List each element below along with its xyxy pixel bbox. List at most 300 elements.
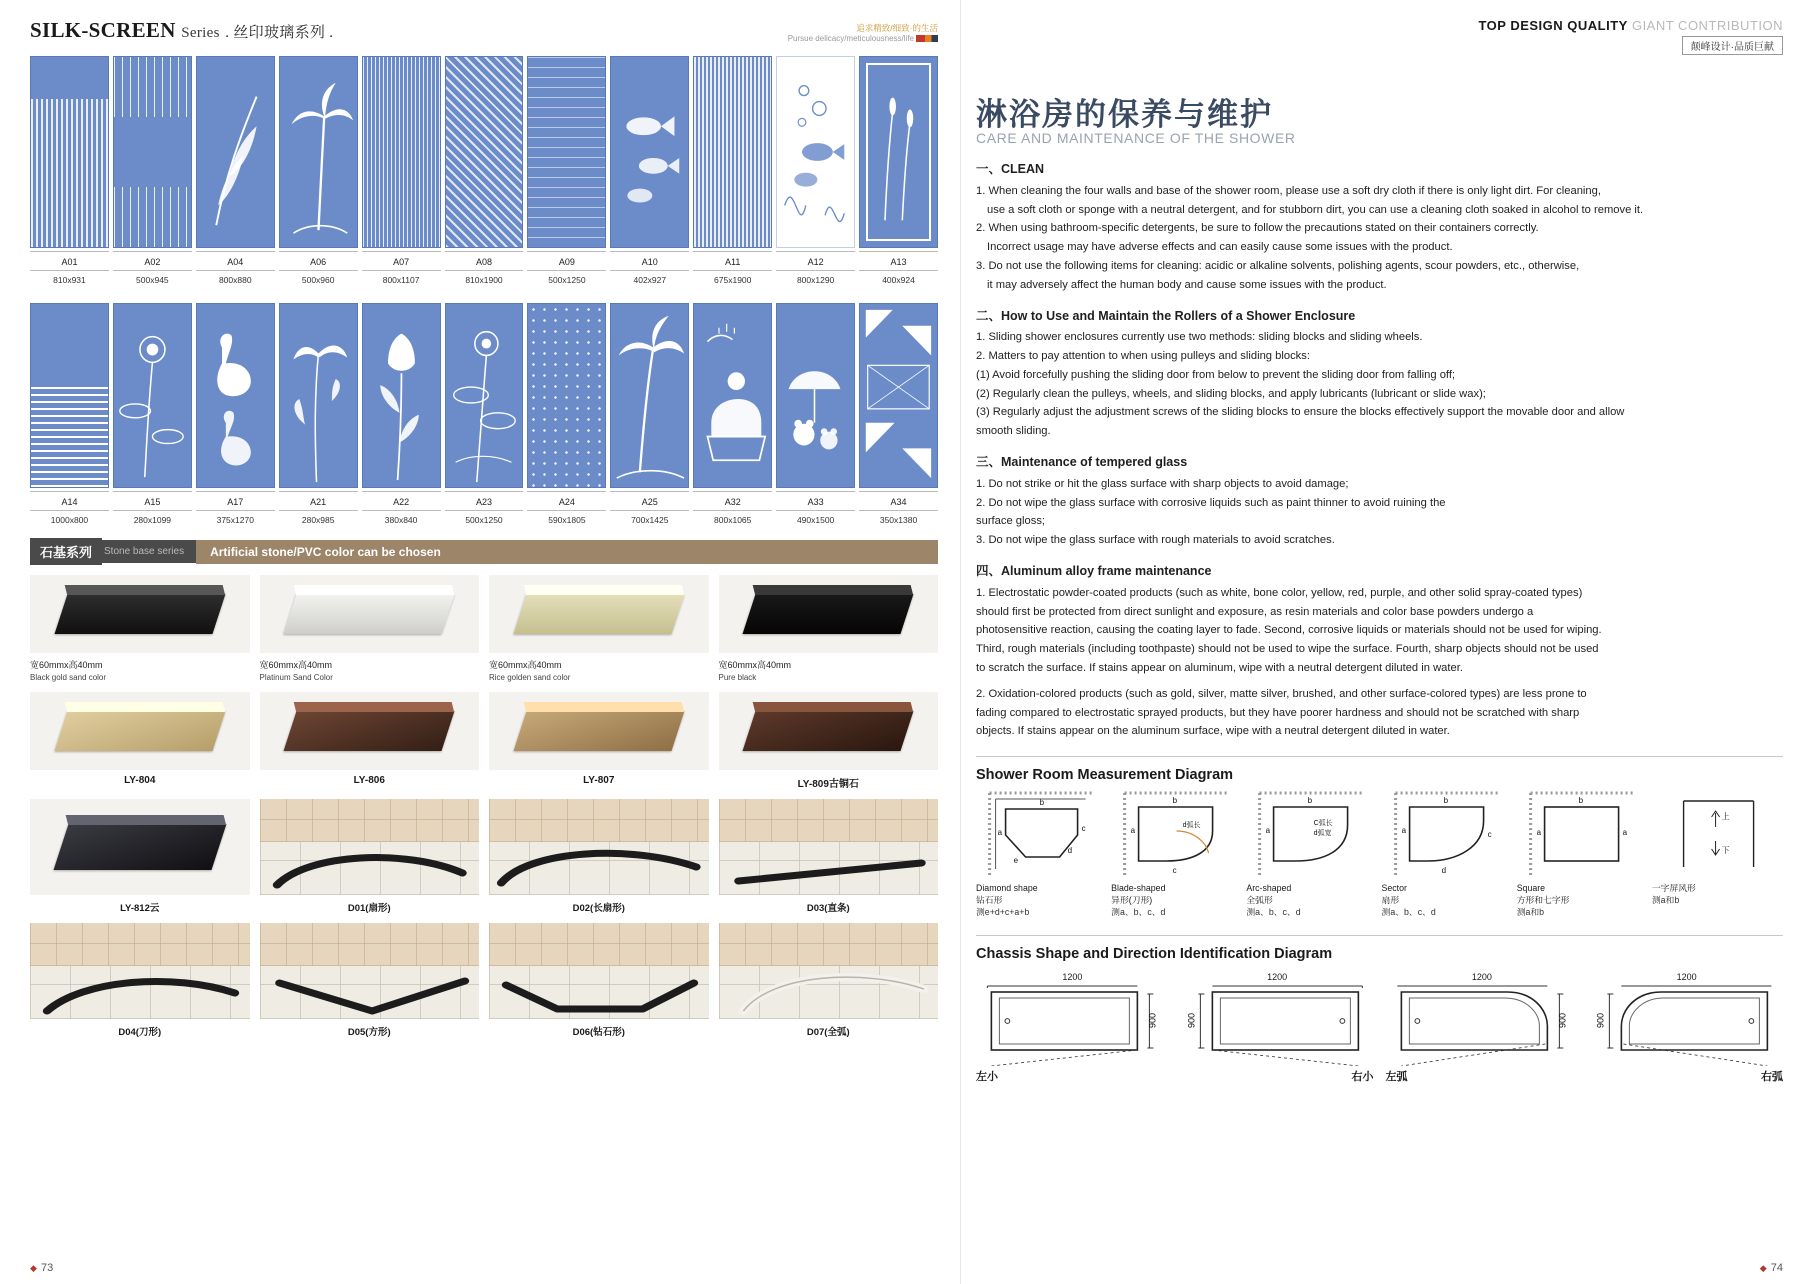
tray-name: D03(直条) (806, 902, 850, 914)
section-heading-rollers: 二、How to Use and Maintain the Rollers of a Shower Enclosure (976, 308, 1356, 323)
chassis-right-arc (1590, 972, 1783, 1084)
glass-code: A10 (641, 256, 658, 267)
svg-text:b: b (1172, 796, 1178, 806)
svg-text:a: a (1130, 826, 1136, 836)
glass-panel-a04 (196, 56, 275, 248)
care-line: photosensitive reaction, causing the coating layer to fade. Second, corrosive liquids or materials should not be used for wiping. (976, 624, 1602, 637)
care-line: 2. When using bathroom-specific detergents, be sure to follow the precautions stated on their containers correctly. (976, 222, 1539, 235)
svg-text:d: d (1441, 866, 1446, 876)
glass-size: 800x880 (218, 274, 252, 285)
tray-shape-arc (260, 799, 480, 895)
glass-size: 500x960 (301, 274, 335, 285)
svg-text:a: a (997, 828, 1003, 838)
glass-panel-row-2 (30, 303, 938, 525)
bubbles-fish-icon (777, 57, 854, 247)
tray-image (260, 923, 480, 1019)
shape-sector (1382, 791, 1513, 919)
shape-diagram-row (976, 791, 1783, 919)
bamboo-leaf-icon (197, 57, 274, 247)
stone-bar-3d (53, 824, 226, 870)
care-line: 1. Sliding shower enclosures currently use two methods: sliding blocks and sliding wheels. (976, 331, 1423, 344)
glass-size: 500x1250 (548, 274, 586, 285)
tray-image (719, 799, 939, 895)
glass-item-a34[interactable] (859, 303, 938, 525)
chassis-left-arc (1386, 972, 1579, 1084)
svg-text:d弧宽: d弧宽 (1313, 830, 1332, 838)
pattern-fine-vertical-lines (363, 57, 440, 247)
glass-code: A14 (61, 496, 78, 507)
stone-name: LY-807 (583, 774, 615, 786)
pattern-dense-vertical-lines (694, 57, 771, 247)
chassis-direction-label: 右小 (1351, 1070, 1374, 1083)
stone-base-series-bar (30, 539, 938, 565)
stone-bar-3d (513, 711, 684, 751)
care-title (976, 89, 1783, 146)
stone-item-ly804[interactable] (30, 692, 250, 790)
stone-name: Platinum Sand Color (259, 672, 333, 682)
stone-image (260, 692, 480, 770)
section-heading-aluminum: 四、Aluminum alloy frame maintenance (976, 564, 1212, 578)
orchid-butterfly-icon (280, 304, 357, 487)
glass-size: 375x1270 (216, 514, 254, 525)
glass-panel-a22 (362, 303, 441, 488)
arc-shape-icon (1246, 791, 1377, 879)
glass-code: A12 (807, 256, 824, 267)
care-line: (3) Regularly adjust the adjustment screws of the sliding blocks to ensure the blocks effectively support the movable door and allow (976, 406, 1625, 419)
shape-measure: 测a、b、c、d (1111, 906, 1166, 917)
svg-text:a: a (1622, 828, 1627, 838)
glass-item-a11[interactable] (693, 56, 772, 285)
glass-panel-a34 (859, 303, 938, 488)
glass-item-a13[interactable] (859, 56, 938, 285)
chassis-width-label: 1200 (1676, 971, 1697, 982)
glass-panel-a12 (776, 56, 855, 248)
glass-code: A24 (558, 496, 575, 507)
stone-name: LY-806 (353, 774, 385, 786)
care-line: it may adversely affect the human body and cause some issues with the product. (987, 278, 1387, 291)
svg-text:b: b (1578, 796, 1583, 806)
series-title-sub: Series (181, 25, 220, 41)
tray-name: D06(钻石形) (572, 1026, 625, 1038)
tray-image (489, 799, 709, 895)
stone-image (719, 575, 939, 653)
stone-name: Pure black (718, 672, 757, 682)
tray-name: D05(方形) (347, 1026, 391, 1038)
pattern-ripple-water (446, 57, 523, 247)
shape-measure: 测a、b、c、d (1381, 906, 1436, 917)
glass-size: 350x1380 (879, 514, 918, 525)
glass-size: 280x985 (301, 514, 335, 525)
glass-size: 402x927 (633, 274, 667, 285)
shape-name-cn: 钻石形 (976, 895, 1003, 905)
page-number-right: ◆ 74 (1759, 1262, 1783, 1274)
glass-item-a09[interactable] (527, 56, 606, 285)
svg-text:b: b (1307, 796, 1313, 806)
svg-text:a: a (1265, 826, 1271, 836)
stone-bar-3d (743, 711, 914, 751)
shape-name-cn: 一字屏风形 (1651, 883, 1696, 894)
stone-bar-title-cn: 石基系列 (30, 538, 102, 565)
glass-item-a07[interactable] (362, 56, 441, 285)
stone-image (489, 692, 709, 770)
glass-panel-a06 (279, 56, 358, 248)
glass-item-a06[interactable] (279, 56, 358, 285)
top-design-bold: TOP DESIGN QUALITY (1478, 18, 1628, 33)
shape-caption (976, 883, 1107, 919)
shape-name-cn: 扇形 (1381, 895, 1400, 905)
svg-text:d: d (1067, 846, 1073, 856)
glass-size: 700x1425 (631, 514, 669, 525)
glass-code: A33 (807, 496, 824, 507)
divider-1 (976, 756, 1783, 757)
coconut-beach-icon (611, 304, 688, 487)
glass-item-a15[interactable] (113, 303, 192, 525)
pattern-leaf-scatter (528, 57, 605, 247)
tray-shape-square (260, 923, 480, 1019)
glass-code: A02 (144, 256, 161, 267)
stone-bar-3d (513, 594, 684, 634)
svg-text:d弧长: d弧长 (1182, 822, 1201, 830)
glass-item-a10[interactable] (610, 56, 689, 285)
shape-name-cn: 异形(刀形) (1111, 895, 1153, 905)
care-body (976, 160, 1783, 740)
care-line: objects. If stains appear on the aluminum surface, wipe with a neutral detergent diluted in water. (976, 725, 1450, 738)
stone-row-1 (30, 575, 938, 682)
shape-name-en: Blade-shaped (1111, 883, 1166, 894)
shape-arc (1246, 791, 1377, 919)
svg-text:c: c (1172, 866, 1177, 876)
glass-item-a08[interactable] (445, 56, 524, 285)
glass-item-a02[interactable] (113, 56, 192, 285)
glass-size: 400x924 (882, 274, 915, 285)
koi-fish-icon (611, 57, 688, 247)
glass-panel-a17 (196, 303, 275, 488)
stone-item-ly807[interactable] (489, 692, 709, 790)
measurement-diagram-title: Shower Room Measurement Diagram (976, 767, 1234, 784)
shape-caption (1246, 883, 1377, 919)
svg-text:900: 900 (1186, 1012, 1197, 1028)
svg-text:a: a (1536, 828, 1541, 838)
glass-panel-a08 (445, 56, 524, 248)
svg-text:900: 900 (1595, 1012, 1606, 1028)
shower-bath-figure-icon (694, 304, 771, 487)
glass-code: A13 (890, 256, 907, 267)
stone-item-ly806[interactable] (260, 692, 480, 790)
stone-spec: 宽60mmx高40mm Black gold sand color (30, 658, 250, 682)
stone-spec: 宽60mmx高40mm Rice golden sand color (489, 658, 709, 682)
tray-shape-straight (719, 799, 939, 895)
care-line: Third, rough materials (including toothpaste) should not be used to wipe the surface. Fourth, sharp objects should not be used (976, 643, 1599, 656)
glass-panel-a24 (527, 303, 606, 488)
glass-item-a25[interactable] (610, 303, 689, 525)
tray-item-d03[interactable] (719, 799, 939, 914)
tray-item-d04[interactable] (30, 923, 250, 1038)
glass-size: 280x1099 (133, 514, 172, 525)
blade-shape-icon (1111, 791, 1242, 879)
page-number-left: ◆ 73 (30, 1262, 54, 1274)
glass-size: 1000x800 (50, 514, 89, 525)
pattern-border-frame (866, 63, 931, 241)
brand-tagline (788, 18, 938, 44)
glass-panel-a23 (445, 303, 524, 488)
glass-item-a12[interactable] (776, 56, 855, 285)
chassis-rect-left-icon (976, 982, 1169, 1066)
svg-text:a: a (1401, 826, 1406, 836)
series-title (30, 18, 333, 43)
glass-code: A17 (227, 496, 244, 507)
shape-square (1517, 791, 1648, 919)
tray-image (719, 923, 939, 1019)
care-line: surface gloss; (976, 515, 1046, 528)
right-page-header (976, 18, 1783, 55)
glass-panel-a25 (610, 303, 689, 488)
glass-code: A04 (227, 256, 244, 267)
glass-code: A01 (61, 256, 78, 267)
tray-item-d06[interactable] (489, 923, 709, 1038)
tray-name: D07(全弧) (806, 1026, 850, 1038)
tray-shape-full-arc (719, 923, 939, 1019)
chassis-arc-left-icon (1386, 982, 1579, 1066)
left-page-header (30, 18, 938, 44)
glass-item-a23[interactable] (445, 303, 524, 525)
square-shape-icon (1517, 791, 1648, 879)
palm-tree-icon (280, 57, 357, 247)
stone-image (30, 692, 250, 770)
care-line: 2. Do not wipe the glass surface with corrosive liquids such as paint thinner to avoid ruining the (976, 496, 1446, 509)
glass-code: A09 (558, 256, 575, 267)
glass-item-a24[interactable] (527, 303, 606, 525)
shape-name-en: Diamond shape (976, 883, 1038, 894)
svg-text:e: e (1013, 856, 1019, 866)
shape-name-en: Square (1516, 883, 1546, 894)
top-design-cn: 颠峰设计·品质巨献 (1682, 36, 1783, 55)
shape-caption (1382, 883, 1513, 919)
shape-measure: 测a和b (1651, 895, 1680, 905)
stone-name: Rice golden sand color (489, 672, 571, 682)
shape-name-en: Sector (1381, 883, 1407, 894)
section-heading-tempered-glass: 三、Maintenance of tempered glass (976, 455, 1188, 470)
glass-item-a21[interactable] (279, 303, 358, 525)
glass-code: A15 (144, 496, 161, 507)
chassis-diagram-title: Chassis Shape and Direction Identification Diagram (976, 945, 1333, 962)
tray-shape-blade (30, 923, 250, 1019)
chassis-direction-label: 左小 (976, 1070, 998, 1083)
glass-code: A34 (890, 496, 907, 507)
stone-bar-3d (284, 594, 455, 634)
care-line: 1. Do not strike or hit the glass surface with sharp objects to avoid damage; (976, 477, 1349, 490)
chassis-direction-label: 右弧 (1761, 1070, 1783, 1083)
chassis-width-label: 1200 (1062, 971, 1083, 982)
glass-panel-a32 (693, 303, 772, 488)
glass-item-a22[interactable] (362, 303, 441, 525)
care-line: Incorrect usage may have adverse effects and can easily cause some issues with the product. (987, 241, 1453, 254)
shape-diamond (976, 791, 1107, 919)
stone-item-ly809[interactable] (719, 692, 939, 790)
glass-size: 490x1500 (796, 514, 835, 525)
series-title-cn: . 丝印玻璃系列 . (225, 25, 334, 41)
glass-item-a32[interactable] (693, 303, 772, 525)
care-line: 1. Electrostatic powder-coated products (such as white, bone color, yellow, red, purple, and other solid spray-coated types) (976, 586, 1583, 599)
chassis-width-label: 1200 (1267, 971, 1288, 982)
glass-item-a17[interactable] (196, 303, 275, 525)
stone-item-rice-golden-sand[interactable] (489, 575, 709, 682)
pattern-band-mid (114, 117, 191, 187)
stone-image (489, 575, 709, 653)
chassis-right-small (1181, 972, 1374, 1084)
care-line: 1. When cleaning the four walls and base of the shower room, please use a soft dry cloth if there is only light dirt. For cleaning, (976, 184, 1601, 197)
glass-panel-a33 (776, 303, 855, 488)
glass-panel-a21 (279, 303, 358, 488)
glass-code: A25 (641, 496, 658, 507)
svg-text:上: 上 (1721, 812, 1730, 822)
lotus-icon (114, 304, 191, 487)
tray-shape-diamond (489, 923, 709, 1019)
stone-item-platinum-sand[interactable] (260, 575, 480, 682)
glass-size: 800x1290 (796, 274, 835, 285)
shape-name-cn: 方形和七字形 (1516, 895, 1570, 905)
stone-spec: 宽60mmx高40mm Platinum Sand Color (260, 658, 480, 682)
stone-bar-3d (54, 711, 225, 751)
glass-size: 380x840 (384, 514, 418, 525)
glass-item-a04[interactable] (196, 56, 275, 285)
chassis-diagram-row (976, 972, 1783, 1084)
glass-size: 810x931 (53, 274, 86, 285)
stone-image (719, 692, 939, 770)
brand-tagline-cn: 追求精致/细致·的生活 (856, 23, 938, 33)
bears-umbrella-icon (777, 304, 854, 487)
tray-row-1 (30, 799, 938, 914)
geometric-triangles-icon (860, 304, 937, 487)
stone-name: LY-812云 (120, 902, 160, 914)
glass-code: A22 (393, 496, 410, 507)
glass-code: A08 (475, 256, 492, 267)
glass-code: A23 (475, 496, 492, 507)
care-line: to scratch the surface. If stains appear on aluminum, wipe with a neutral detergent diluted in water. (976, 661, 1463, 674)
tray-item-d01[interactable] (260, 799, 480, 914)
glass-code: A32 (724, 496, 741, 507)
svg-text:900: 900 (1556, 1012, 1567, 1028)
glass-panel-a01 (30, 56, 109, 248)
care-line: should first be protected from direct sunlight and exposure, as resin materials and color base powders undergo a (976, 605, 1534, 618)
care-title-cn: 淋浴房的保养与维护 (976, 97, 1273, 132)
stone-item-ly812[interactable] (30, 799, 250, 914)
care-line: 2. Oxidation-colored products (such as gold, silver, matte silver, brushed, and other surface-colored types) are less prone to (976, 687, 1587, 700)
chassis-left-small (976, 972, 1169, 1084)
section-heading-clean: 一、CLEAN (976, 162, 1045, 176)
shape-measure: 测a和b (1516, 906, 1545, 917)
stone-bar-3d (284, 711, 455, 751)
glass-size: 675x1900 (714, 274, 752, 285)
chassis-arc-right-icon (1590, 982, 1783, 1066)
tray-image (30, 923, 250, 1019)
stone-bar-note: Artificial stone/PVC color can be chosen (196, 540, 938, 564)
screen-shape-icon (1652, 791, 1783, 879)
glass-panel-a02 (113, 56, 192, 248)
tray-row-2 (30, 923, 938, 1038)
stone-name: LY-804 (124, 774, 156, 786)
divider-2 (976, 935, 1783, 936)
stone-image (30, 799, 250, 895)
top-design-line (976, 18, 1783, 33)
shape-name-en: Arc-shaped (1246, 883, 1292, 894)
tray-item-d05[interactable] (260, 923, 480, 1038)
chassis-rect-right-icon (1181, 982, 1374, 1066)
diamond-shape-icon (976, 791, 1107, 879)
series-title-bold: SILK-SCREEN (30, 18, 176, 42)
stone-bar-3d (54, 594, 225, 634)
glass-size: 800x1065 (714, 514, 752, 525)
tray-image (489, 923, 709, 1019)
pattern-bubble-cluster (528, 304, 605, 487)
svg-text:下: 下 (1721, 846, 1730, 856)
stone-bar-title-en: Stone base series (102, 540, 196, 563)
tray-image (260, 799, 480, 895)
svg-text:b: b (1443, 796, 1448, 806)
stone-item-pure-black[interactable] (719, 575, 939, 682)
color-swatch (916, 35, 938, 42)
stone-item-black-gold-sand[interactable] (30, 575, 250, 682)
shape-caption (1652, 883, 1783, 907)
svg-text:b: b (1039, 798, 1045, 808)
care-line: (1) Avoid forcefully pushing the sliding door from below to prevent the sliding door from falling off; (976, 368, 1456, 381)
glass-item-a14[interactable] (30, 303, 109, 525)
tray-item-d02[interactable] (489, 799, 709, 914)
stone-image (30, 575, 250, 653)
glass-code: A11 (725, 256, 741, 267)
tray-shape-long-arc (489, 799, 709, 895)
swan-icon (197, 304, 274, 487)
lotus-pond-icon (446, 304, 523, 487)
shape-caption (1111, 883, 1242, 919)
care-line: 2. Matters to pay attention to when using pulleys and sliding blocks: (976, 350, 1310, 363)
tray-item-d07[interactable] (719, 923, 939, 1038)
brand-tagline-en: Pursue delicacy/meticulousness/life (788, 34, 938, 44)
stone-bar-3d (743, 594, 914, 634)
care-line: 3. Do not wipe the glass surface with rough materials to avoid scratches. (976, 534, 1335, 547)
shape-caption (1517, 883, 1648, 919)
glass-code: A06 (310, 256, 327, 267)
glass-panel-a13 (859, 56, 938, 248)
tray-name: D01(扇形) (347, 902, 391, 914)
stone-row-2 (30, 692, 938, 790)
care-line: smooth sliding. (976, 425, 1051, 438)
care-line: (2) Regularly clean the pulleys, wheels, and sliding blocks, and apply lubricants (lubricant or slide wax); (976, 387, 1486, 400)
stone-spec: 宽60mmx高40mm Pure black (719, 658, 939, 682)
glass-item-a33[interactable] (776, 303, 855, 525)
glass-size: 590x1805 (548, 514, 586, 525)
shape-screen (1652, 791, 1783, 919)
svg-text:900: 900 (1147, 1012, 1158, 1028)
glass-code: A21 (310, 496, 327, 507)
stone-image (260, 575, 480, 653)
glass-size: 500x1250 (465, 514, 503, 525)
tray-name: D02(长扇形) (572, 902, 625, 914)
shape-name-cn: 全弧形 (1246, 895, 1273, 905)
glass-code: A07 (393, 256, 410, 267)
stone-name: LY-809古铜石 (797, 778, 859, 790)
stone-name: Black gold sand color (30, 672, 107, 682)
glass-panel-a07 (362, 56, 441, 248)
glass-size: 800x1107 (382, 274, 420, 285)
sector-shape-icon (1382, 791, 1513, 879)
glass-panel-a10 (610, 56, 689, 248)
care-line: use a soft cloth or sponge with a neutral detergent, and for stubborn dirt, you can use a cleaning cloth soaked in alcohol to remove it. (987, 203, 1644, 216)
svg-text:c: c (1081, 824, 1086, 834)
glass-size: 810x1900 (465, 274, 503, 285)
glass-item-a01[interactable] (30, 56, 109, 285)
care-line: fading compared to electrostatic sprayed products, but they have poorer hardness and should not be scratched with sharp (976, 706, 1580, 719)
care-title-en: CARE AND MAINTENANCE OF THE SHOWER (976, 130, 1296, 146)
